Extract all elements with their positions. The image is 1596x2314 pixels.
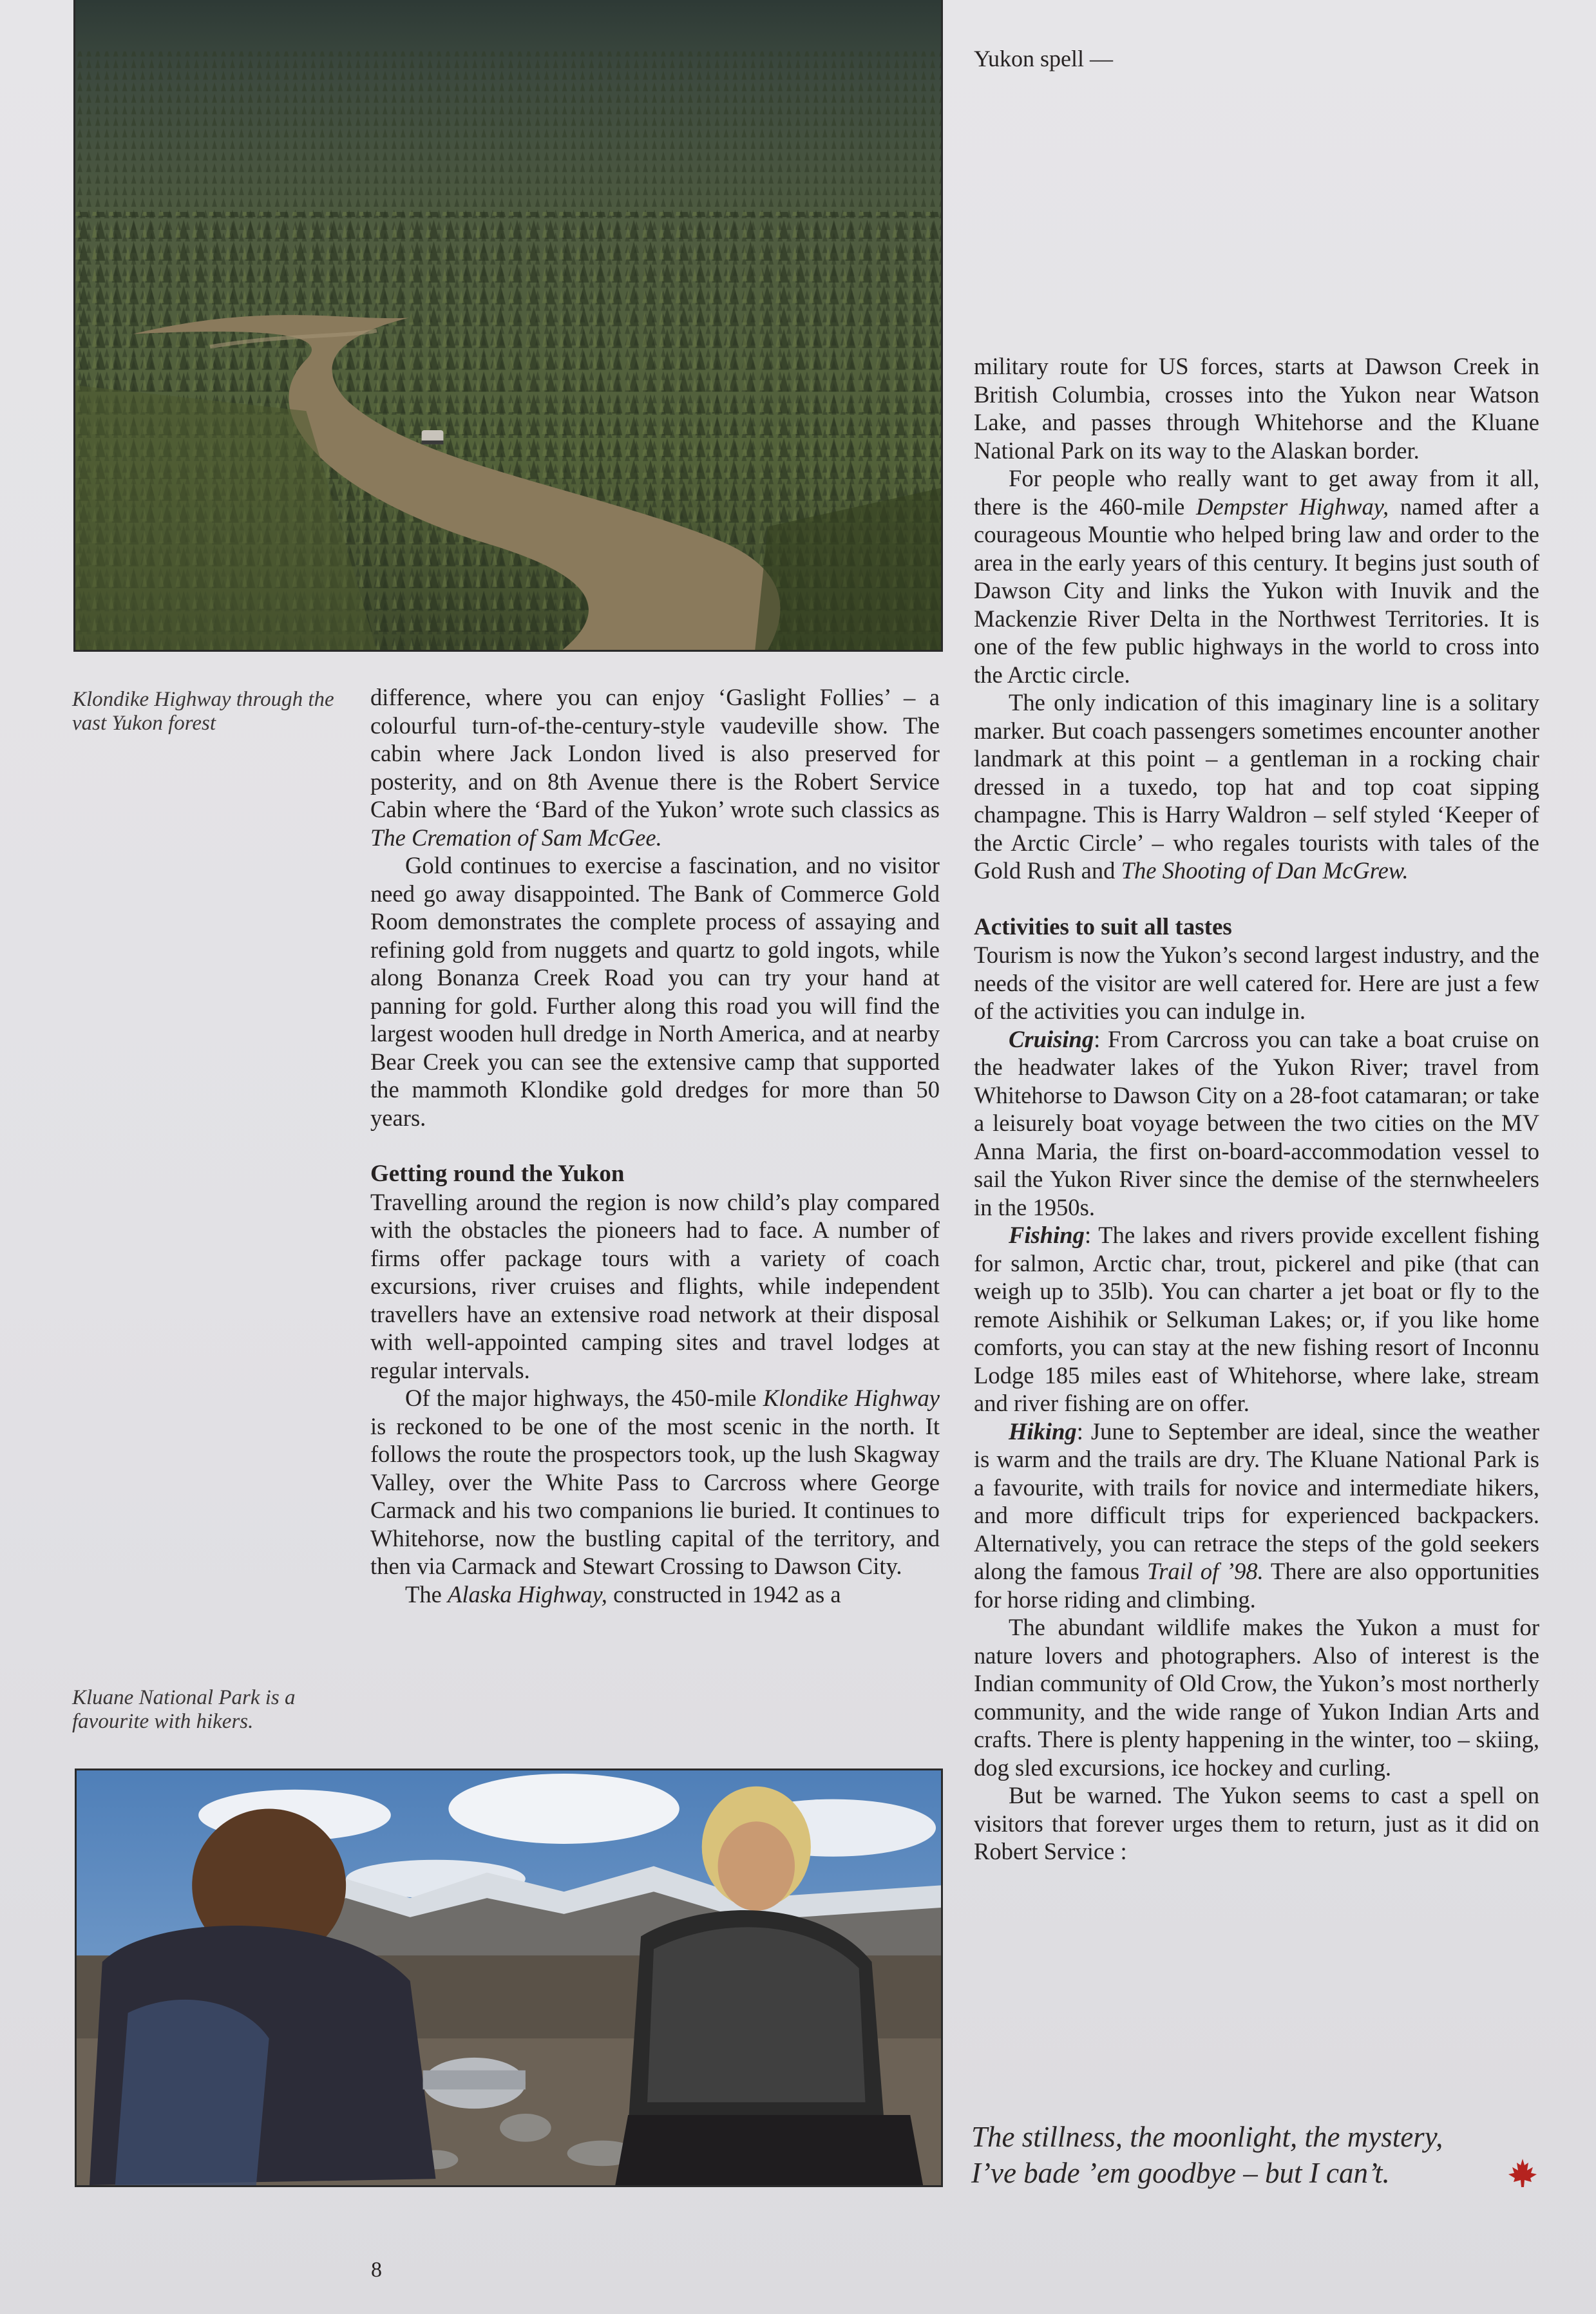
highway-forest-photo [73, 0, 943, 652]
article-column-2 [974, 352, 1539, 1866]
paragraph: Fishing: The lakes and rivers provide excellent fishing for salmon, Arctic char, trout, pickerel and pike (that can weigh up to 35lb). You can charter a jet boat or fly to the remote Aishihik or Selkuman Lakes; or, if you like home comforts, you can stay at the new fishing resort of Inconnu Lodge 185 miles east of Whitehorse, where lake, stream and river fishing are on offer. [974, 1222, 1539, 1416]
paragraph: Gold continues to exercise a fascination, and no visitor need go away disappointed. The Bank of Commerce Gold Room demonstrates the complete process of assaying and refining gold from nuggets and quartz to gold ingots, while along Bonanza Creek Road you can try your hand at panning for gold. Further along this road you will find the largest wooden hull dredge in North America, and at nearby Bear Creek you can see the extensive camp that supported the mammoth Klondike gold dredges for more than 50 years. [370, 852, 940, 1131]
paragraph: But be warned. The Yukon seems to cast a spell on visitors that forever urges them to return, just as it did on Robert Service : [974, 1782, 1539, 1864]
paragraph: military route for US forces, starts at Dawson Creek in British Columbia, crosses into the Yukon near Watson Lake, and passes through Whitehorse and the Kluane National Park on its way to the Alaskan border. [974, 353, 1539, 464]
paragraph: Tourism is now the Yukon’s second largest industry, and the needs of the visitor are well catered for. Here are just a few of the activities you can indulge in. [974, 942, 1539, 1024]
article-column-1 [370, 683, 940, 1608]
running-head: Yukon spell — [974, 46, 1113, 71]
paragraph: For people who really want to get away from it all, there is the 460-mile Dempster Highway, named after a courageous Mountie who helped bring law and order to the area in the early years of this century. It begins just south of Dawson City and links the Yukon with Inuvik and the Mackenzie River Delta in the Northwest Territories. It is one of the few public highways in the world to cross into the Arctic circle. [974, 465, 1539, 688]
paragraph: difference, where you can enjoy ‘Gaslight Follies’ – a colourful turn-of-the-century-style vaudeville show. The cabin where Jack London lived is also preserved for posterity, and on 8th Avenue there is the Robert Service Cabin where the ‘Bard of the Yukon’ wrote such classics as The Cremation of Sam McGee. [370, 684, 940, 851]
paragraph: The Alaska Highway, constructed in 1942 as a [405, 1580, 841, 1607]
maple-leaf-icon [1507, 2158, 1538, 2188]
highway-photo-caption: Klondike Highway through the vast Yukon forest [72, 688, 334, 735]
paragraph: Hiking: June to September are ideal, since the weather is warm and the trails are dry. The Kluane National Park is a favourite, with trails for novice and intermediate hikers, and more difficult trips for experienced backpackers. Alternatively, you can retrace the steps of the gold seekers along the famous Trail of ’98. There are also opportunities for horse riding and climbing. [974, 1418, 1539, 1613]
paragraph: The only indication of this imaginary line is a solitary marker. But coach passengers sometimes encounter another landmark at this point – a gentleman in a rocking chair dressed in a tuxedo, top hat and top coat sipping champagne. This is Harry Waldron – self styled ‘Keeper of the Arctic Circle’ – who regales tourists with tales of the Gold Rush and The Shooting of Dan McGrew. [974, 689, 1539, 884]
paragraph: Travelling around the region is now child’s play compared with the obstacles the pioneers had to face. A number of firms offer package tours with a variety of coach excursions, river cruises and flights, while independent travellers have an extensive road network at their disposal with well-appointed camping sites and travel lodges at regular intervals. [370, 1188, 940, 1383]
page-number: 8 [371, 2258, 382, 2282]
hikers-photo-caption: Kluane National Park is a favourite with hikers. [72, 1686, 296, 1733]
verse-line-2: I’ve bade ’em goodbye – but I can’t. [971, 2157, 1390, 2189]
paragraph: Cruising: From Carcross you can take a boat cruise on the headwater lakes of the Yukon River; travel from Whitehorse to Dawson City on a 28-foot catamaran; or take a leisurely boat voyage between the two cities on the MV Anna Maria, the first on-board-accommodation vessel to sail the Yukon River since the demise of the sternwheelers in the 1950s. [974, 1025, 1539, 1220]
paragraph: Of the major highways, the 450-mile Klondike Highway is reckoned to be one of the most scenic in the north. It follows the route the prospectors took, up the lush Skagway Valley, over the White Pass to Carcross where George Carmack and his two companions lie buried. It continues to Whitehorse, now the bustling capital of the territory, and then via Carmack and Stewart Crossing to Dawson City. [370, 1385, 940, 1579]
paragraph: The abundant wildlife makes the Yukon a must for nature lovers and photographers. Also of interest is the Indian community of Old Crow, the Yukon’s most northerly community, and the wide range of Yukon Indian Arts and crafts. There is plenty happening in the winter, too – skiing, dog sled excursions, ice hockey and curling. [974, 1614, 1539, 1781]
verse-line-1: The stillness, the moonlight, the mystery, [971, 2121, 1443, 2153]
hikers-photo [75, 1769, 943, 2187]
section-heading: Getting round the Yukon [370, 1161, 625, 1187]
section-heading: Activities to suit all tastes [974, 913, 1232, 940]
closing-verse [971, 2119, 1551, 2191]
